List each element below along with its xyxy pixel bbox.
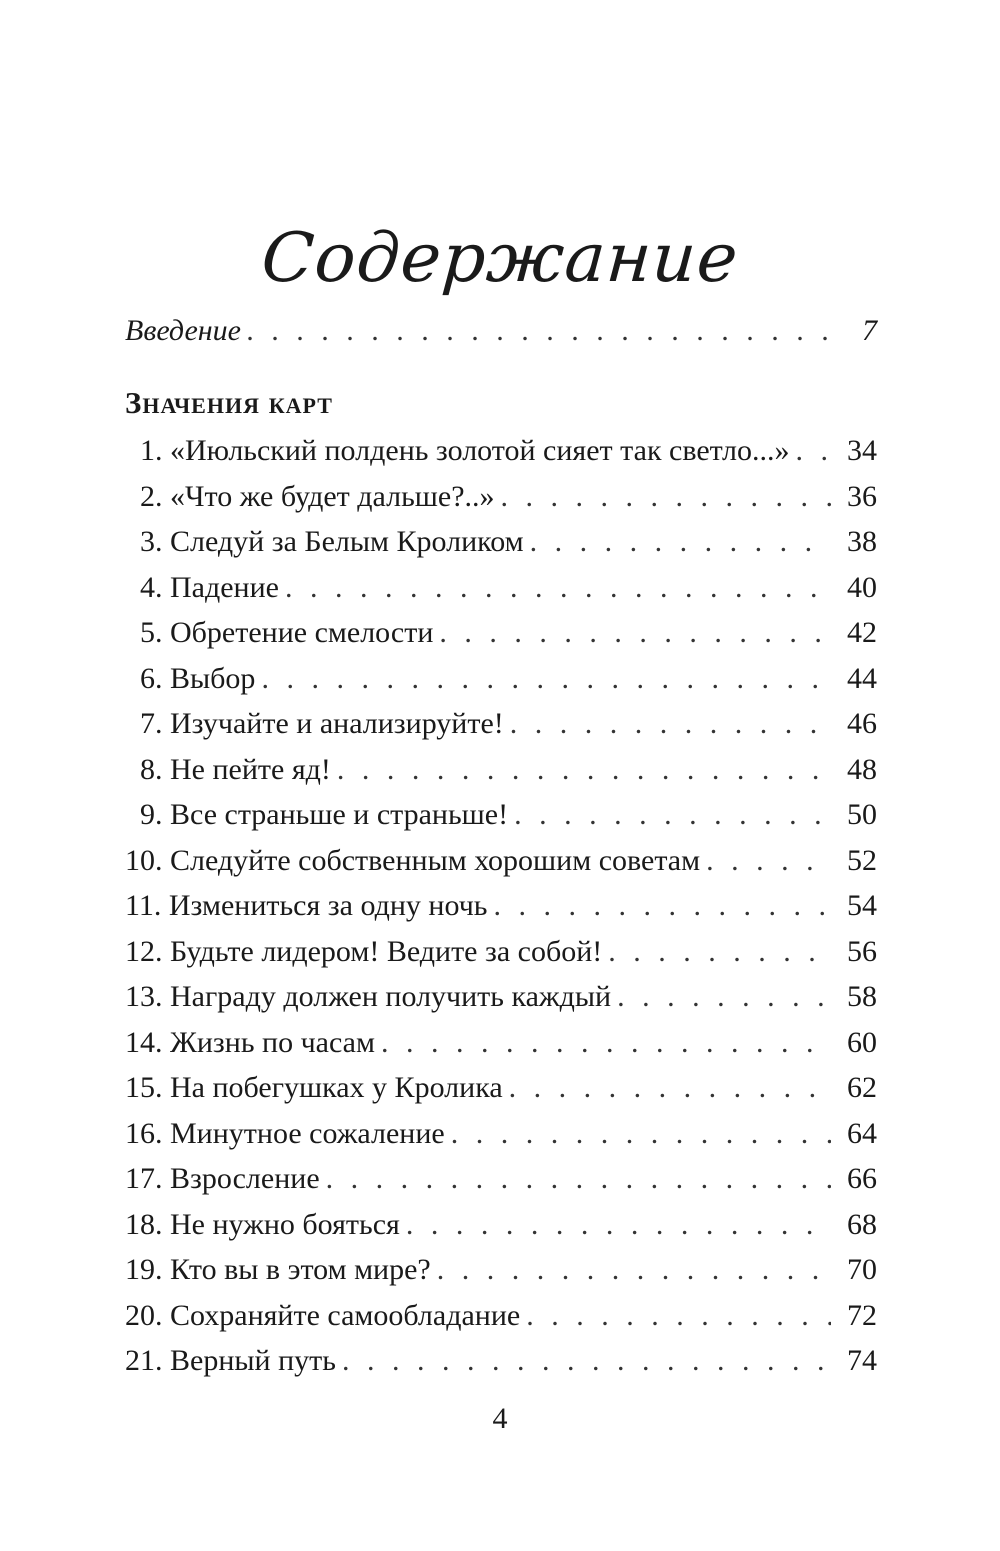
toc-entry-page: 56 [847,934,877,968]
toc-entry-page: 66 [847,1162,877,1195]
toc-entry-label: Введение [125,314,241,347]
toc-entry[interactable] [125,929,877,975]
leader-dots [247,306,831,356]
page-title: Содержание [259,218,742,298]
section-heading: Значения карт [125,385,333,420]
toc-entry-label: 8. Не пейте яд! [140,752,331,786]
toc-entry-label: 10. Следуйте собственным хорошим советам [125,843,701,877]
toc-entry[interactable] [125,656,877,702]
page-number: 4 [492,1402,508,1435]
toc-entry-label: 11. Измениться за одну ночь [125,889,488,922]
leader-dots [451,1111,831,1157]
toc-entry-page: 46 [847,707,877,740]
toc-entry-label: 3. Следуй за Белым Кроликом [140,525,524,558]
leader-dots [509,1065,831,1111]
toc-entry-label: 16. Минутное сожаление [125,1116,445,1150]
toc-entry-page: 44 [847,661,877,695]
leader-dots [337,747,831,793]
toc-entry-label: 13. Награду должен получить каждый [125,980,612,1013]
toc-entry-label: 19. Кто вы в этом мире? [125,1253,431,1286]
toc-entry-label: 12. Будьте лидером! Ведите за собой! [125,934,603,968]
leader-dots [514,792,831,838]
toc-entry-label: 9. Все страньше и страньше! [140,798,509,831]
toc-entry[interactable] [125,1111,877,1157]
toc-entry-label: 2. «Что же будет дальше?..» [140,479,495,513]
toc-entry-page: 70 [847,1253,877,1286]
leader-dots [526,1293,831,1339]
toc-entry-page: 74 [847,1344,877,1377]
toc-entry-page: 48 [847,752,877,786]
toc-entry-label: 6. Выбор [140,661,256,695]
toc-entry-page: 58 [847,980,877,1013]
toc-entry[interactable] [125,1065,877,1111]
toc-entry-page: 54 [847,889,877,922]
leader-dots [795,428,831,474]
toc-entry[interactable] [125,1293,877,1339]
toc-entry-page: 52 [847,843,877,877]
toc-entry-list [125,428,877,1384]
toc-entry-label: 17. Взросление [125,1162,320,1195]
toc-entry-label: 1. «Июльский полдень золотой сияет так светло...» [140,434,790,467]
toc-entry-label: 18. Не нужно бояться [125,1207,400,1241]
toc-entry[interactable] [125,883,877,929]
toc-entry[interactable] [125,1247,877,1293]
toc-entry-page: 60 [847,1025,877,1059]
toc-entry[interactable] [125,428,877,474]
toc-entry-intro[interactable] [125,306,877,356]
leader-dots [530,519,831,565]
toc-entry-label: 20. Сохраняйте самообладание [125,1298,521,1332]
toc-entry-page: 40 [847,570,877,604]
toc-entry[interactable] [125,474,877,520]
toc-entry[interactable] [125,1338,877,1384]
toc-entry-page: 42 [847,616,877,649]
toc-entry[interactable] [125,701,877,747]
leader-dots [439,610,831,656]
leader-dots [510,701,831,747]
leader-dots [501,474,831,520]
toc-entry[interactable] [125,610,877,656]
toc-entry-page: 36 [847,479,877,513]
toc-entry[interactable] [125,1156,877,1202]
table-of-contents [125,306,877,1384]
toc-entry-page: 62 [847,1071,877,1104]
leader-dots [706,838,831,884]
leader-dots [617,974,831,1020]
toc-entry-page: 68 [847,1207,877,1241]
toc-entry[interactable] [125,838,877,884]
leader-dots [261,656,831,702]
toc-entry-label: 4. Падение [140,570,279,604]
leader-dots [437,1247,831,1293]
toc-entry-label: 7. Изучайте и анализируйте! [140,707,504,740]
toc-entry-label: 21. Верный путь [125,1344,336,1377]
toc-entry[interactable] [125,792,877,838]
leader-dots [406,1202,831,1248]
toc-entry-page: 34 [847,434,877,467]
toc-entry[interactable] [125,747,877,793]
toc-entry-page: 72 [847,1298,877,1332]
toc-entry-page: 50 [847,798,877,831]
toc-entry-page: 64 [847,1116,877,1150]
toc-entry[interactable] [125,1202,877,1248]
toc-entry[interactable] [125,565,877,611]
leader-dots [342,1338,831,1384]
leader-dots [285,565,831,611]
toc-entry[interactable] [125,519,877,565]
toc-entry-label: 14. Жизнь по часам [125,1025,375,1059]
leader-dots [493,883,831,929]
toc-entry-page: 7 [862,314,877,347]
toc-entry-page: 38 [847,525,877,558]
leader-dots [381,1020,831,1066]
leader-dots [608,929,831,975]
toc-entry-label: 15. На побегушках у Кролика [125,1071,503,1104]
toc-entry[interactable] [125,1020,877,1066]
leader-dots [326,1156,831,1202]
toc-entry[interactable] [125,974,877,1020]
toc-entry-label: 5. Обретение смелости [140,616,434,649]
